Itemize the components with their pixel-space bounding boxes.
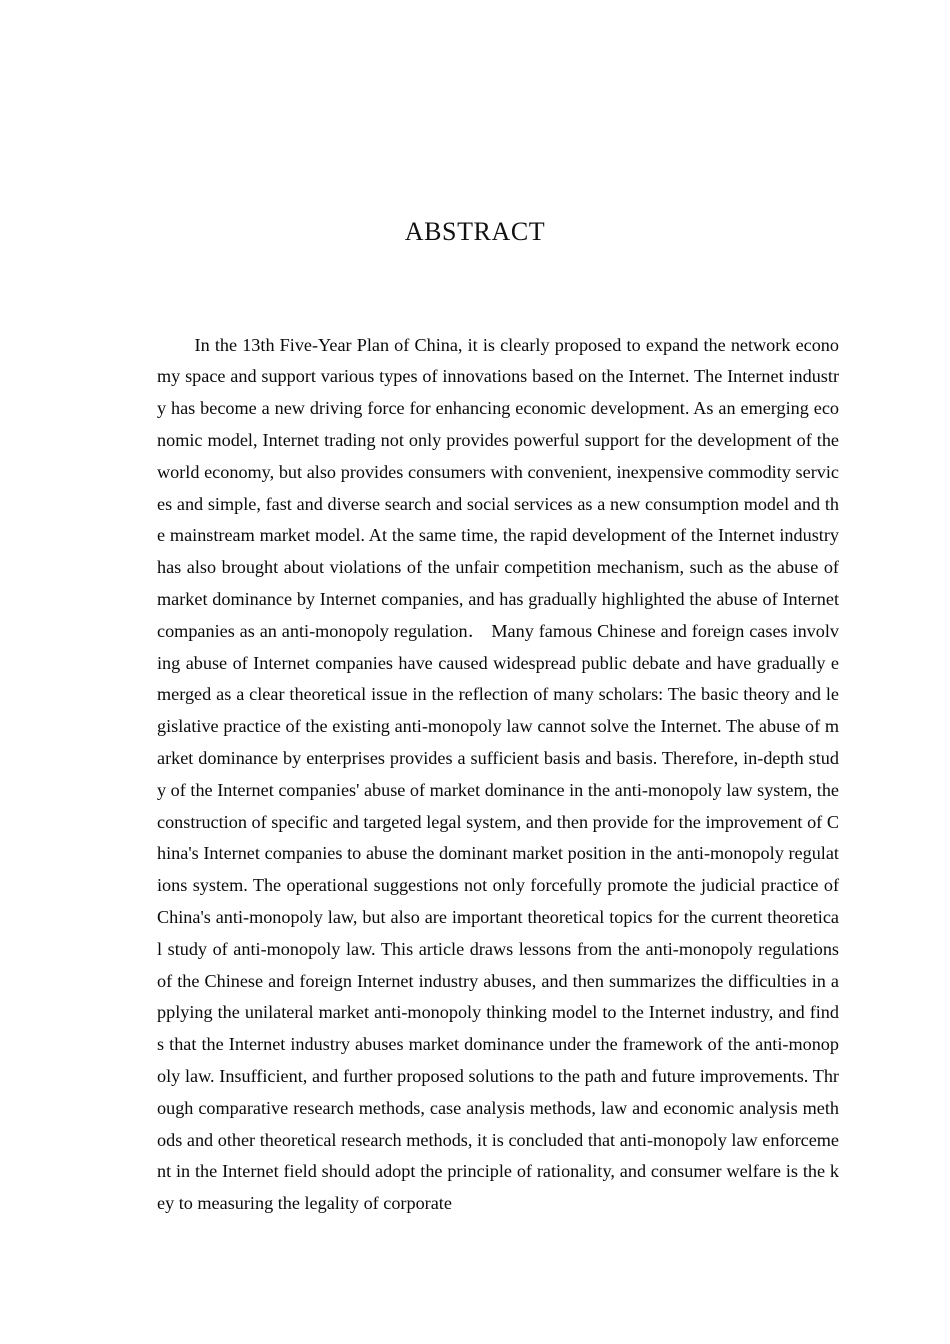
abstract-heading-block [0, 198, 950, 267]
page-title: ABSTRACT [404, 217, 546, 247]
abstract-text-block [157, 266, 844, 1284]
abstract-paragraph: In the 13th Five-Year Plan of China, it is clearly proposed to expand the network economy space and support various types of innovations based on the Internet. The Internet industry has become a new driving force for enhancing economic development. As an emerging economic model, Internet trading not only provides powerful support for the development of the world economy, but also provides consumers with convenient, inexpensive commodity services and simple, fast and diverse search and social services as a new consumption model and the mainstream market model. At the same time, the rapid development of the Internet industry has also brought about violations of the unfair competition mechanism, such as the abuse of market dominance by Internet companies, and has gradually highlighted the abuse of Internet companies as an anti-monopoly regulation． Many famous Chinese and foreign cases involving abuse of Internet companies have caused widespread public debate and have gradually emerged as a clear theoretical issue in the reflection of many scholars: The basic theory and legislative practice of the existing anti-monopoly law cannot solve the Internet. The abuse of market dominance by enterprises provides a sufficient basis and basis. Therefore, in-depth study of the Internet companies' abuse of market dominance in the anti-monopoly law system, the construction of specific and targeted legal system, and then provide for the improvement of China's Internet companies to abuse the dominant market position in the anti-monopoly regulations system. The operational suggestions not only forcefully promote the judicial practice of China's anti-monopoly law, but also are important theoretical topics for the current theoretical study of anti-monopoly law. This article draws lessons from the anti-monopoly regulations of the Chinese and foreign Internet industry abuses, and then summarizes the difficulties in applying the unilateral market anti-monopoly thinking model to the Internet industry, and finds that the Internet industry abuses market dominance under the framework of the anti-monopoly law. Insufficient, and further proposed solutions to the path and future improvements. Through comparative research methods, case analysis methods, law and economic analysis methods and other theoretical research methods, it is concluded that anti-monopoly law enforcement in the Internet field should adopt the principle of rationality, and consumer welfare is the key to measuring the legality of corporate [157, 334, 844, 1214]
